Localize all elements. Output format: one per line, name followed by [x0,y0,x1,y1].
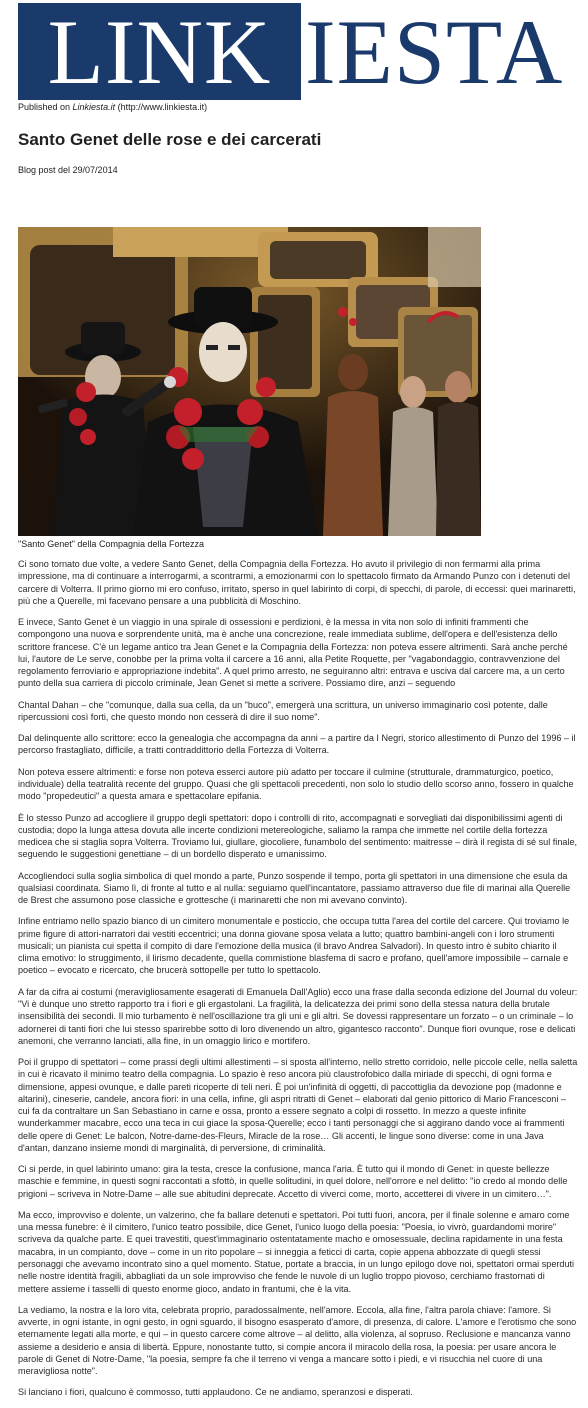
linkiesta-logo[interactable] [18,0,586,103]
published-url[interactable]: (http://www.linkiesta.it) [115,102,208,112]
blog-post-date: Blog post del 29/07/2014 [18,165,118,175]
paragraph: Accogliendoci sulla soglia simbolica di quel mondo a parte, Punzo sospende il tempo, porta gli spettatori in una dimensione che esula da qualsiasi coordinata. Siamo lì, di fronte al tutto e al nulla: seguiamo quell'incantatore, passiamo attraverso due file di marinai alla Querelle de Brest che assumono pose classiche e grottesche (i marinaretti che non mi avevano convinto). [18,870,571,906]
paragraph: Ma ecco, improvviso e dolente, un valzerino, che fa ballare detenuti e spettatori. Poi tutti fuori, ancora, per il finale solenne e amaro come una messa funebre: è il cimitero, l'unico teatro possibile, dice Genet, l'unico luogo della poesia: "Poesia, io vivrò, guardandomi morire" scriveva da qualche parte. E quei travestiti, quest'immaginario ostentatamente macho e omosessuale, declina rapidamente in una festa macabra, in un compianto, dove – come in un rito popolare – si inneggia a feticci di carta, copie appena abbozzate di quegli stessi personaggi che avevamo incontrato sino a quel momento. Statue, portate a braccia, in un lungo epilogo dove noi, spettatori ormai sperduti nelle nostre identità fragili, abbagliati da un sole improvviso che fende le nuvole di un luglio troppo piovoso, cerchiamo frastornati di mettere assieme i tasselli di questo enorme gioco, andato in frantumi, che è la vita. [18,1209,575,1294]
paragraph: Chantal Dahan – che "comunque, dalla sua cella, da un "buco", emergerà una scrittura, un universo immaginario così potente, dalle ripercussioni così forti, che questo mondo non cesserà di dire il suo nome". [18,699,548,722]
logo-right-text: IESTA [305,0,564,103]
logo-right-block [301,0,586,103]
article-photo [18,227,481,536]
article-title: Santo Genet delle rose e dei carcerati [18,130,322,149]
paragraph: Dal delinquente allo scrittore: ecco la genealogia che accompagna da anni – a partire da I Negri, storico allestimento di Punzo del 1996 – il percorso frastagliato, difficile, a tratti contraddittorio della Fortezza di Volterra. [18,733,576,756]
paragraph: La vediamo, la nostra e la loro vita, celebrata proprio, paradossalmente, nell'amore. Eccola, alla fine, l'altra parola chiave: l'amore. Si avverte, in ogni istante, in ogni gesto, in ogni sguardo, il bisogno esasperato d'amore, di presenza, di calore. L'amore e l'erotismo che sono eternamente legati alla morte, e qui – in questo carcere come altrove – al delitto, alla violenza, al sopruso. Reclusione e mancanza vanno assieme a desiderio e ansia di libertà. Eppure, nonostante tutto, si compie ancora il miracolo della rosa, la poesia: per usare ancora le parole di Genet di Notre-Dame, "la poesia, sempre fa che il terreno vi venga a mancare sotto i piedi, e vi risucchia nel cuore di una meravigliosa notte". [18,1304,577,1377]
logo-left-text: LINK [47,0,272,103]
published-prefix: Published on [18,102,73,112]
paragraph: Poi il gruppo di spettatori – come prassi degli ultimi allestimenti – si sposta all'interno, nello stretto corridoio, nelle piccole celle, nella saletta in cui è ricavato il minimo teatro della compagnia. Lo spazio è reso ancora più claustrofobico dalla miriade di specchi, di ogni forma e dimensione, appesi ovunque, e dalle pareti ricoperte di teli neri. È poi un'infinità di oggetti, di paccottiglia da devozione pop (madonne e altarini), cineserie, candele, ancora fiori: in una cella, infine, gli aspri ritratti di Genet – elaborati dal genio pittorico di Mario Francesconi – cui fa da contraltare un San Sebastiano in carne e ossa, pronto a essere segnato a colpi di rossetto. In mezzo a queste infinite wunderkammer macabre, ecco una teca in cui giace la sposa-Querelle; ecco i tanti personaggi che si aggirano dando voce ai frammenti delle opere di Genet: Le balcon, Notre-dame-des-Fleurs, Miracle de la rose… Gli accenti, le lingue sono diverse: come in una Java d'antan, danzano insieme mondi di marginalità, di perversione, di criminalità. [18,1057,578,1153]
paragraph: Ci sono tornato due volte, a vedere Santo Genet, della Compagnia della Fortezza. Ho avuto il privilegio di non fermarmi alla prima impressione, ma di continuare a interrogarmi, a scontrarmi, a emozionarmi con lo spettacolo firmato da Armando Punzo con i detenuti del carcere di Volterra. Il primo giorno mi ero confuso, irritato, sperso in quel labirinto di corpi, di specchi, di parole, di eccessi: quei marinaretti, più che a Querelle, mi facevano pensare a una pubblicità di Moschino. [18,559,576,606]
paragraph: Ci si perde, in quel labirinto umano: gira la testa, cresce la confusione, manca l'aria. È tutto qui il mondo di Genet: in queste bellezze maschie e femmine, in questi sogni raccontati a sfottò, in quelle solitudini, in quel dolore, nell'orrore e nel delitto: "io credo al mondo delle prigioni – scriveva in Notre-Dame – alle sue abitudini deprecate. Accetto di viverci come, morto, accetterei di vivere in un cimitero…". [18,1164,568,1199]
paragraph: E invece, Santo Genet è un viaggio in una spirale di ossessioni e perdizioni, è la messa in vita non solo di infiniti frammenti che compongono una nuova e sorprendente unità, ma è anche una concrezione, reale immediata sublime, dell'opera e dell'esistenza dello scrittore francese. C'è un legame antico tra Jean Genet e la Compagnia della Fortezza: non poteva essere altrimenti. Sarà anche perché lui, l'autore de Le serve, conobbe per la prima volta il carcere a 16 anni, alla Petite Roquette, per "vagabondaggio, contravvenzione del regolamento ferroviario e appropriazione indebita". A quel primo arresto, ne seguiranno altri: entrava e usciva dal carcere ma, a un certo punto della sua carriera di piccolo criminale, Jean Genet si mette a scrivere. Possiamo dire, anzi – seguendo [18,617,568,689]
paragraph: Infine entriamo nello spazio bianco di un cimitero monumentale e posticcio, che occupa tutta l'area del cortile del carcere. Qui troviamo le prime figure di attori-narratori dai vestiti eccentrici; una donna giovane sposa velata a lutto; quattro bambini-angeli con i loro strumenti musicali; un pianista cui spetta il compito di dare l'emozione della musica (il bravo Andrea Salvadori). In questo intro è subito chiarito il clima emotivo: lo struggimento, il lirismo decadente, quella commistione blasfema di sacro e profano, quell'amore impossibile – carnale e poetico – evocato e ricercato, che brucerà sottopelle per tutto lo spettacolo. [18,916,570,976]
logo-left-block [18,0,301,103]
published-on-line [18,102,207,112]
photo-caption: "Santo Genet" della Compagnia della Fortezza [18,539,204,549]
paragraph: Si lanciano i fiori, qualcuno è commosso, tutti applaudono. Ce ne andiamo, speranzosi e disperati. [18,1387,413,1398]
stage-photo-illustration [18,227,481,536]
published-site[interactable]: Linkiesta.it [72,102,116,112]
paragraph: Non poteva essere altrimenti: e forse non poteva esserci autore più adatto per toccare il culmine (strutturale, drammaturgico, poetico, individuale) della teatralità recente del gruppo. Quasi che gli spettacoli precedenti, non solo lo studio dello scorso anno, fossero in qualche modo "propedeutici" a questa amara e spettacolare epifania. [18,766,574,802]
paragraph: A far da cifra ai costumi (meravigliosamente esagerati di Emanuela Dall'Aglio) ecco una frase dalla seconda edizione del Journal du voleur: "Vi è dunque uno stretto rapporto tra i fiori e gli ergastolani. La fragilità, la delicatezza dei primi sono della stessa natura della brutale insensibilità dei secondi. Il mio turbamento è nell'oscillazione tra gli uni e gli altri. Se dovessi rappresentare un forzato – o un criminale – lo adornerei di tanti fiori che lui stesso sparirebbe sotto di loro divenendo un altro, gigantesco racconto". Dunque fiori ovunque, rose e delicati anemoni, che verranno lanciati, alla fine, in un omaggio lirico e mortifero. [18,986,578,1046]
paragraph: È lo stesso Punzo ad accogliere il gruppo degli spettatori: dopo i controlli di rito, accompagnati e sorvegliati dai disponibilissimi agenti di custodia; dopo la lunga attesa dovuta alle incerte condizioni metereologiche, saliamo la rampa che immette nel cortile della fortezza medicea che si staglia sopra Volterra. Troviamo lui, giullare, giocoliere, funambolo del sentimento: maitresse – dirà il regista di sé sul finale, seguendo le suggestioni genettiane – di un bordello disperato e umanissimo. [18,812,578,860]
article-body [18,558,578,1408]
